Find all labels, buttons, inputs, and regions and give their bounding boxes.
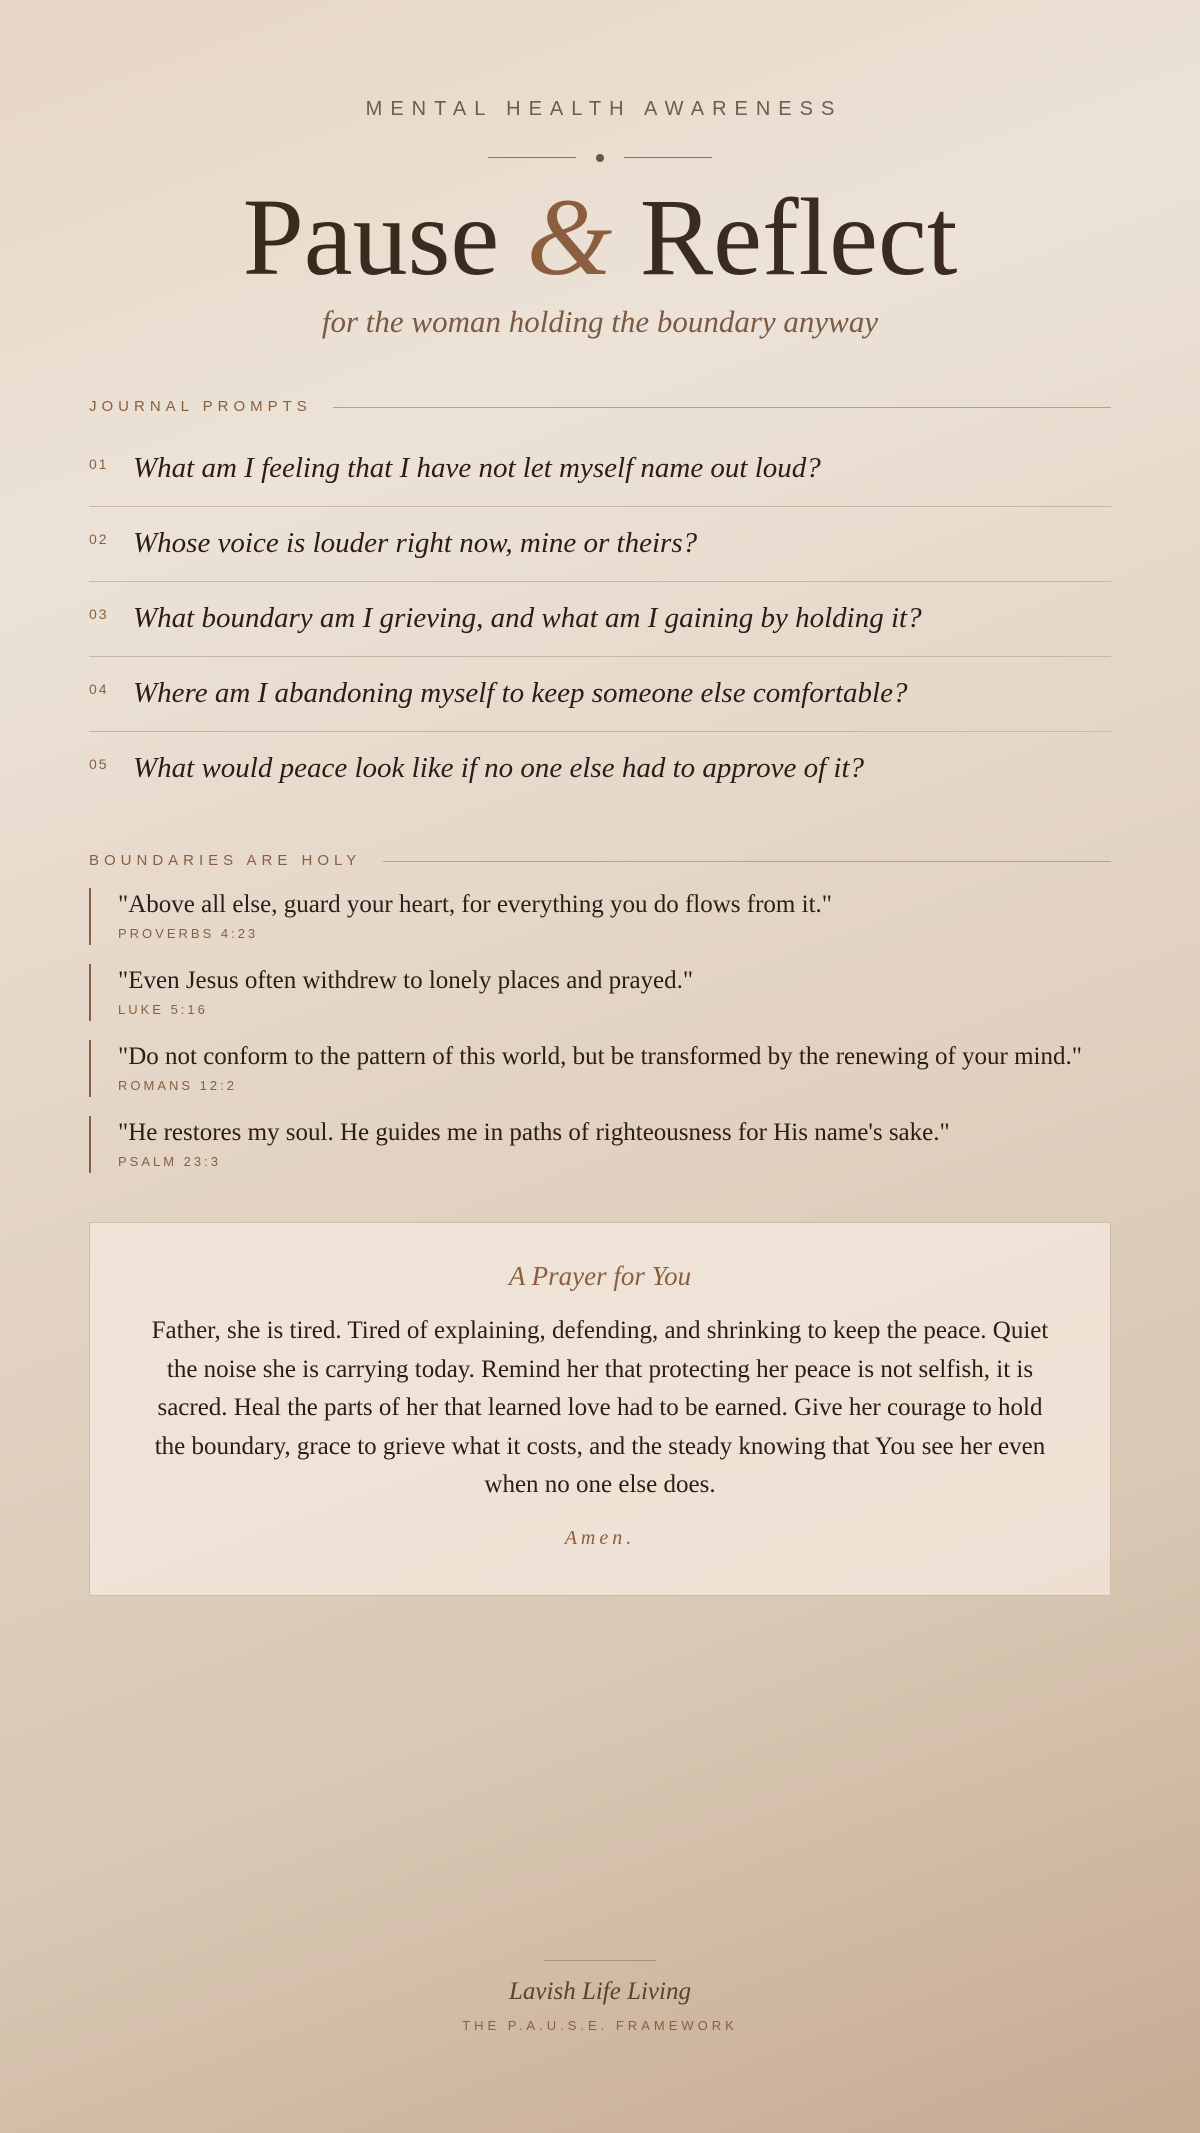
scripture-quote <box>89 1116 1111 1173</box>
prayer-title: A Prayer for You <box>508 1261 692 1291</box>
quote-text: "He restores my soul. He guides me in paths of righteousness for His name's sake." <box>118 1119 950 1146</box>
section-rule <box>333 407 1111 408</box>
journal-prompt <box>89 732 1111 806</box>
quote-reference: PSALM 23:3 <box>118 1154 221 1169</box>
journal-prompt <box>89 432 1111 507</box>
journal-prompts-heading <box>89 398 1111 418</box>
framework-label: THE P.A.U.S.E. FRAMEWORK <box>462 2018 738 2033</box>
title-ampersand: & <box>526 176 613 298</box>
title-word-reflect: Reflect <box>639 176 958 298</box>
scripture-quote <box>89 1040 1111 1097</box>
quote-text: "Do not conform to the pattern of this world, but be transformed by the renewing of your mind." <box>118 1043 1082 1070</box>
journal-prompt <box>89 657 1111 732</box>
quote-reference: ROMANS 12:2 <box>118 1078 237 1093</box>
quote-text: "Even Jesus often withdrew to lonely places and prayed." <box>118 967 694 994</box>
page-subtitle: for the woman holding the boundary anyway <box>321 304 879 339</box>
prompt-text: Whose voice is louder right now, mine or theirs? <box>133 527 698 559</box>
section-rule <box>383 861 1111 862</box>
quote-reference: LUKE 5:16 <box>118 1002 208 1017</box>
prayer-closing: Amen. <box>564 1526 636 1549</box>
ornament-dot <box>596 154 604 162</box>
journal-prompt <box>89 582 1111 657</box>
journal-prompts-label: JOURNAL PROMPTS <box>89 398 312 415</box>
brand-name: Lavish Life Living <box>509 1978 691 2005</box>
scripture-quote <box>89 964 1111 1021</box>
title-ornament <box>488 152 712 164</box>
eyebrow-label: MENTAL HEALTH AWARENESS <box>365 98 843 120</box>
prompt-text: What am I feeling that I have not let myself name out loud? <box>133 452 821 484</box>
title-word-pause: Pause <box>242 176 500 298</box>
quote-text: "Above all else, guard your heart, for everything you do flows from it." <box>118 891 832 918</box>
ornament-line-left <box>488 157 576 158</box>
footer-divider <box>544 1960 656 1961</box>
journal-prompt <box>89 507 1111 582</box>
ornament-line-right <box>624 157 712 158</box>
prompt-number: 05 <box>89 756 109 772</box>
page-title <box>0 172 1200 302</box>
prayer-card <box>89 1222 1111 1596</box>
prompt-text: Where am I abandoning myself to keep someone else comfortable? <box>133 677 908 709</box>
scripture-quote <box>89 888 1111 945</box>
prompt-number: 01 <box>89 456 109 472</box>
prompt-number: 03 <box>89 606 109 622</box>
journal-prompts-list <box>89 432 1111 806</box>
prompt-text: What would peace look like if no one else had to approve of it? <box>133 752 865 784</box>
scripture-quotes <box>89 888 1111 1192</box>
prayer-body: Father, she is tired. Tired of explaining, defending, and shrinking to keep the peace. Quiet the noise she is carrying today. Remind her that protecting her peace is not selfish, it is sacred. Heal the parts of her that learned love had to be earned. Give her courage to hold the boundary, grace to grieve what it costs, and the steady knowing that You see her even when no one else does. <box>151 1317 1049 1498</box>
prompt-text: What boundary am I grieving, and what am I gaining by holding it? <box>133 602 922 634</box>
boundaries-label: BOUNDARIES ARE HOLY <box>89 852 362 869</box>
prompt-number: 04 <box>89 681 109 697</box>
quote-reference: PROVERBS 4:23 <box>118 926 259 941</box>
boundaries-heading <box>89 852 1111 872</box>
prompt-number: 02 <box>89 531 109 547</box>
